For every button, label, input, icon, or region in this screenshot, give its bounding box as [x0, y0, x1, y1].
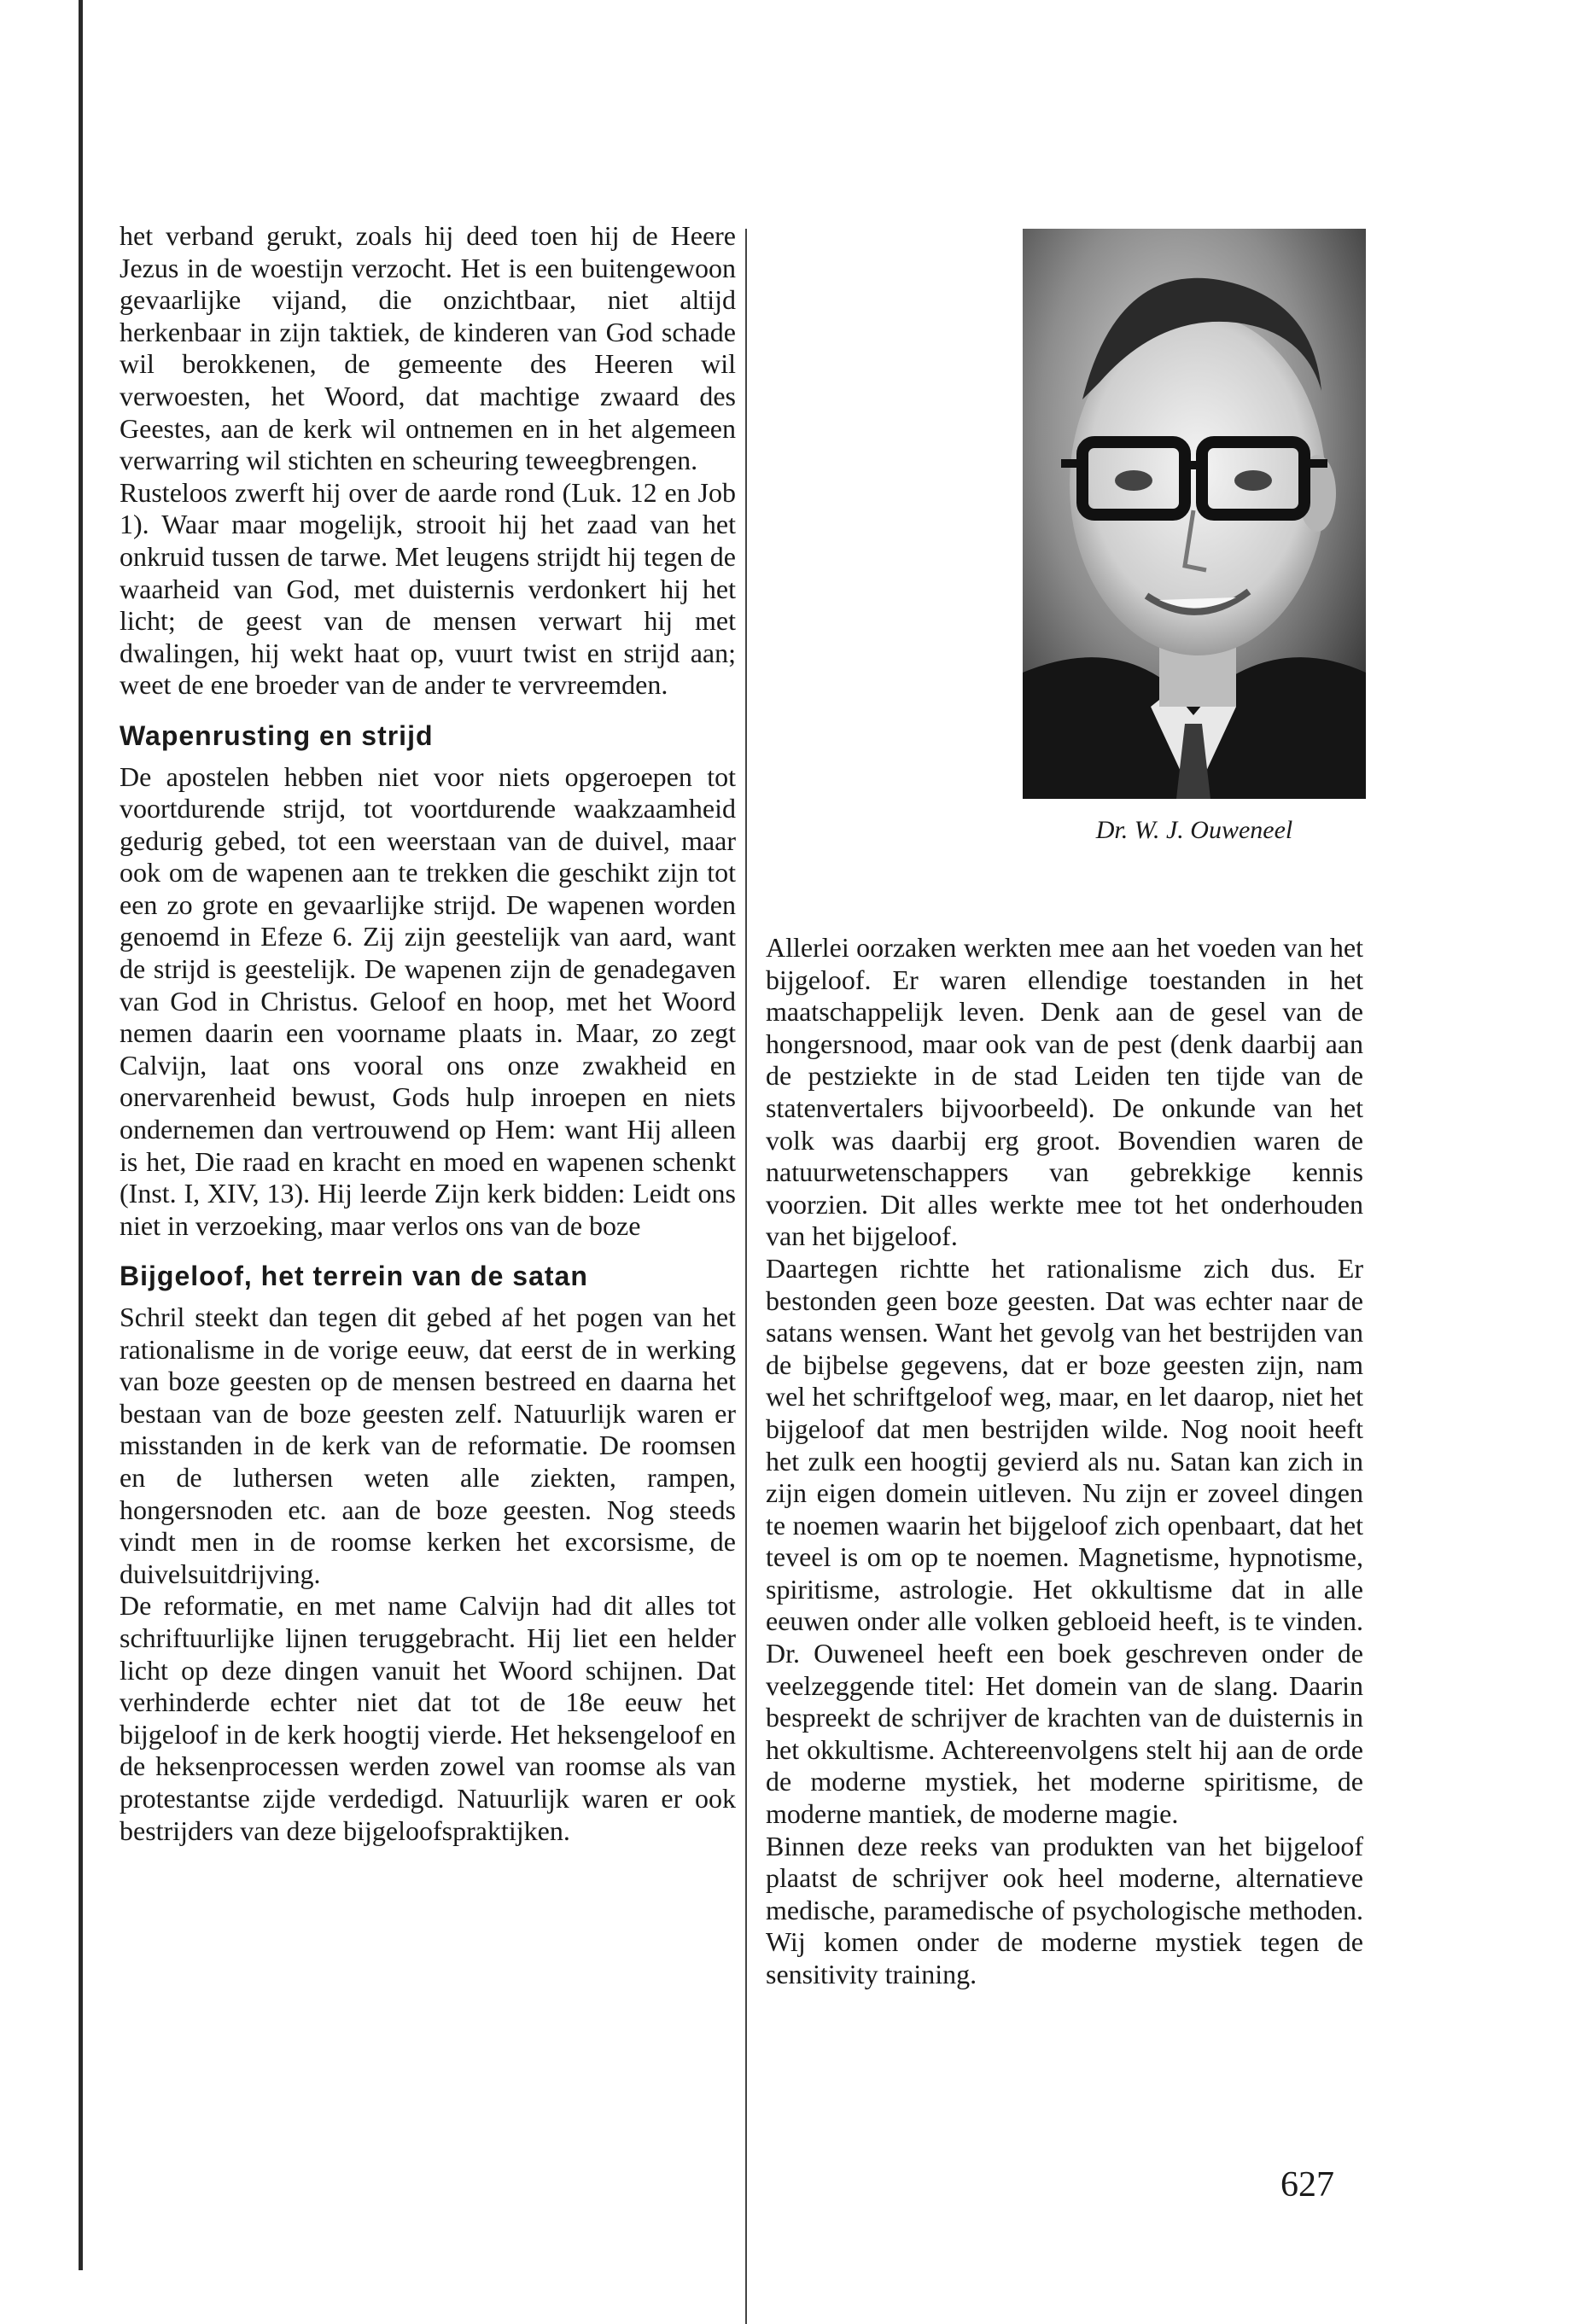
paragraph: het verband gerukt, zoals hij deed toen hij de Heere Jezus in de woestijn verzocht. Het is een buitengewoon gevaarlijke vijand, die onzichtbaar, niet altijd herkenbaar in zijn taktiek, de kinderen van God schade wil berokkenen, de gemeente des Heeren wil verwoesten, het Woord, dat machtige zwaard des Geestes, aan de kerk wil ontnemen en in het algemeen verwarring wil stichten en scheuring teweegbrengen. [120, 220, 736, 476]
paragraph: De apostelen hebben niet voor niets opgeroepen tot voortdurende strijd, tot voortdurende waakzaamheid gedurig gebed, tot een weerstaan van de duivel, maar ook om de wapenen aan te trekken die geschikt zijn tot een zo grote en gevaarlijke strijd. De wapenen worden genoemd in Efeze 6. Zij zijn geestelijk van aard, want de strijd is geestelijk. De wapenen zijn de genadegaven van God in Christus. Geloof en hoop, met het Woord nemen daarin een voorname plaats in. Maar, zo zegt Calvijn, laat ons vooral ons onze zwakheid en onervarenheid bewust, Gods hulp inroepen en niets ondernemen dan vertrouwend op Hem: want Hij alleen is het, Die raad en kracht en moed en wapenen schenkt (Inst. I, XIV, 13). Hij leerde Zijn kerk bidden: Leidt ons niet in verzoeking, maar verlos ons van de boze [120, 760, 736, 1241]
paragraph: Rusteloos zwerft hij over de aarde rond (Luk. 12 en Job 1). Waar maar mogelijk, strooit hij het zaad van het onkruid tussen de tarwe. Met leugens strijdt hij tegen de waarheid van God, met duisternis verdonkert hij het licht; de geest van de mensen verwart hij met dwalingen, hij wekt haat op, vuurt twist en strijd aan; weet de ene broeder van de ander te vervreemden. [120, 476, 736, 701]
paragraph: Allerlei oorzaken werkten mee aan het voeden van het bijgeloof. Er waren ellendige toestanden in het maatschappelijk leven. Denk aan de gesel van de hongersnood, maar ook van de pest (denk daarbij aan de pestziekte in de stad Leiden ten tijde van de statenvertalers bijvoorbeeld). De onkunde van het volk was daarbij erg groot. Bovendien waren de natuurwetenschappers van gebrekkige kennis voorzien. Dit alles werkte mee tot het onderhouden van het bijgeloof. [766, 932, 1363, 1252]
paragraph: Schril steekt dan tegen dit gebed af het pogen van het rationalisme in de vorige eeuw, dat eerst de in werking van boze geesten op de mensen bestreed en daarna het bestaan van de boze geesten zelf. Natuurlijk waren er misstanden in de kerk van de reformatie. De roomsen en de luthersen weten alle ziekten, rampen, hongersnoden etc. aan de boze geesten. Nog steeds vindt men in de roomse kerken het excorsisme, de duivelsuitdrijving. [120, 1302, 736, 1589]
paragraph: De reformatie, en met name Calvijn had dit alles tot schriftuurlijke lijnen teruggebracht. Hij liet een helder licht op deze dingen vanuit het Woord schijnen. Dat verhinderde echter niet dat tot de 18e eeuw het bijgeloof in de kerk hoogtij vierde. Het heksengeloof en de heksenprocessen werden zowel van roomse als van protestantse zijde verdedigd. Natuurlijk waren er ook bestrijders van deze bijgeloofspraktijken. [120, 1590, 736, 1846]
page-number: 627 [1280, 2165, 1334, 2205]
right-column [766, 932, 1363, 1991]
portrait-image [1023, 229, 1366, 799]
paragraph: Binnen deze reeks van produkten van het bijgeloof plaatst de schrijver ook heel moderne, alternatieve medische, paramedische of psychologische methoden. Wij komen onder de moderne mystiek tegen de sensitivity training. [766, 1830, 1363, 1989]
paragraph: Daartegen richtte het rationalisme zich dus. Er bestonden geen boze geesten. Dat was echter naar de satans wensen. Want het gevolg van het bestrijden van de bijbelse gegevens, dat er boze geesten zijn, nam wel het schriftgeloof weg, maar, en let daarop, niet het bijgeloof dat men bestrijden wilde. Nog nooit heeft het zulk een hoogtij gevierd als nu. Satan kan zich in zijn eigen domein uitleven. Nu zijn er zoveel dingen te noemen waarin het bijgeloof zich openbaart, dat het teveel is om op te noemen. Magnetisme, hypnotisme, spiritisme, astrologie. Het okkultisme dat in alle eeuwen onder alle volken gebloeid heeft, is te vinden. Dr. Ouweneel heeft een boek geschreven onder de veelzeggende titel: Het domein van de slang. Daarin bespreekt de schrijver de krachten van de duisternis in het okkultisme. Achtereenvolgens stelt hij aan de orde de moderne mystiek, het moderne spiritisme, de moderne mantiek, de moderne magie. [766, 1252, 1363, 1830]
page-edge-line [79, 0, 83, 2270]
portrait-photo [1023, 229, 1366, 799]
section-heading-wapenrusting: Wapenrusting en strijd [120, 719, 434, 751]
left-column [120, 220, 736, 1847]
section-heading-bijgeloof: Bijgeloof, het terrein van de satan [120, 1261, 588, 1292]
photo-caption: Dr. W. J. Ouweneel [1095, 816, 1293, 844]
column-rule [745, 229, 747, 2324]
